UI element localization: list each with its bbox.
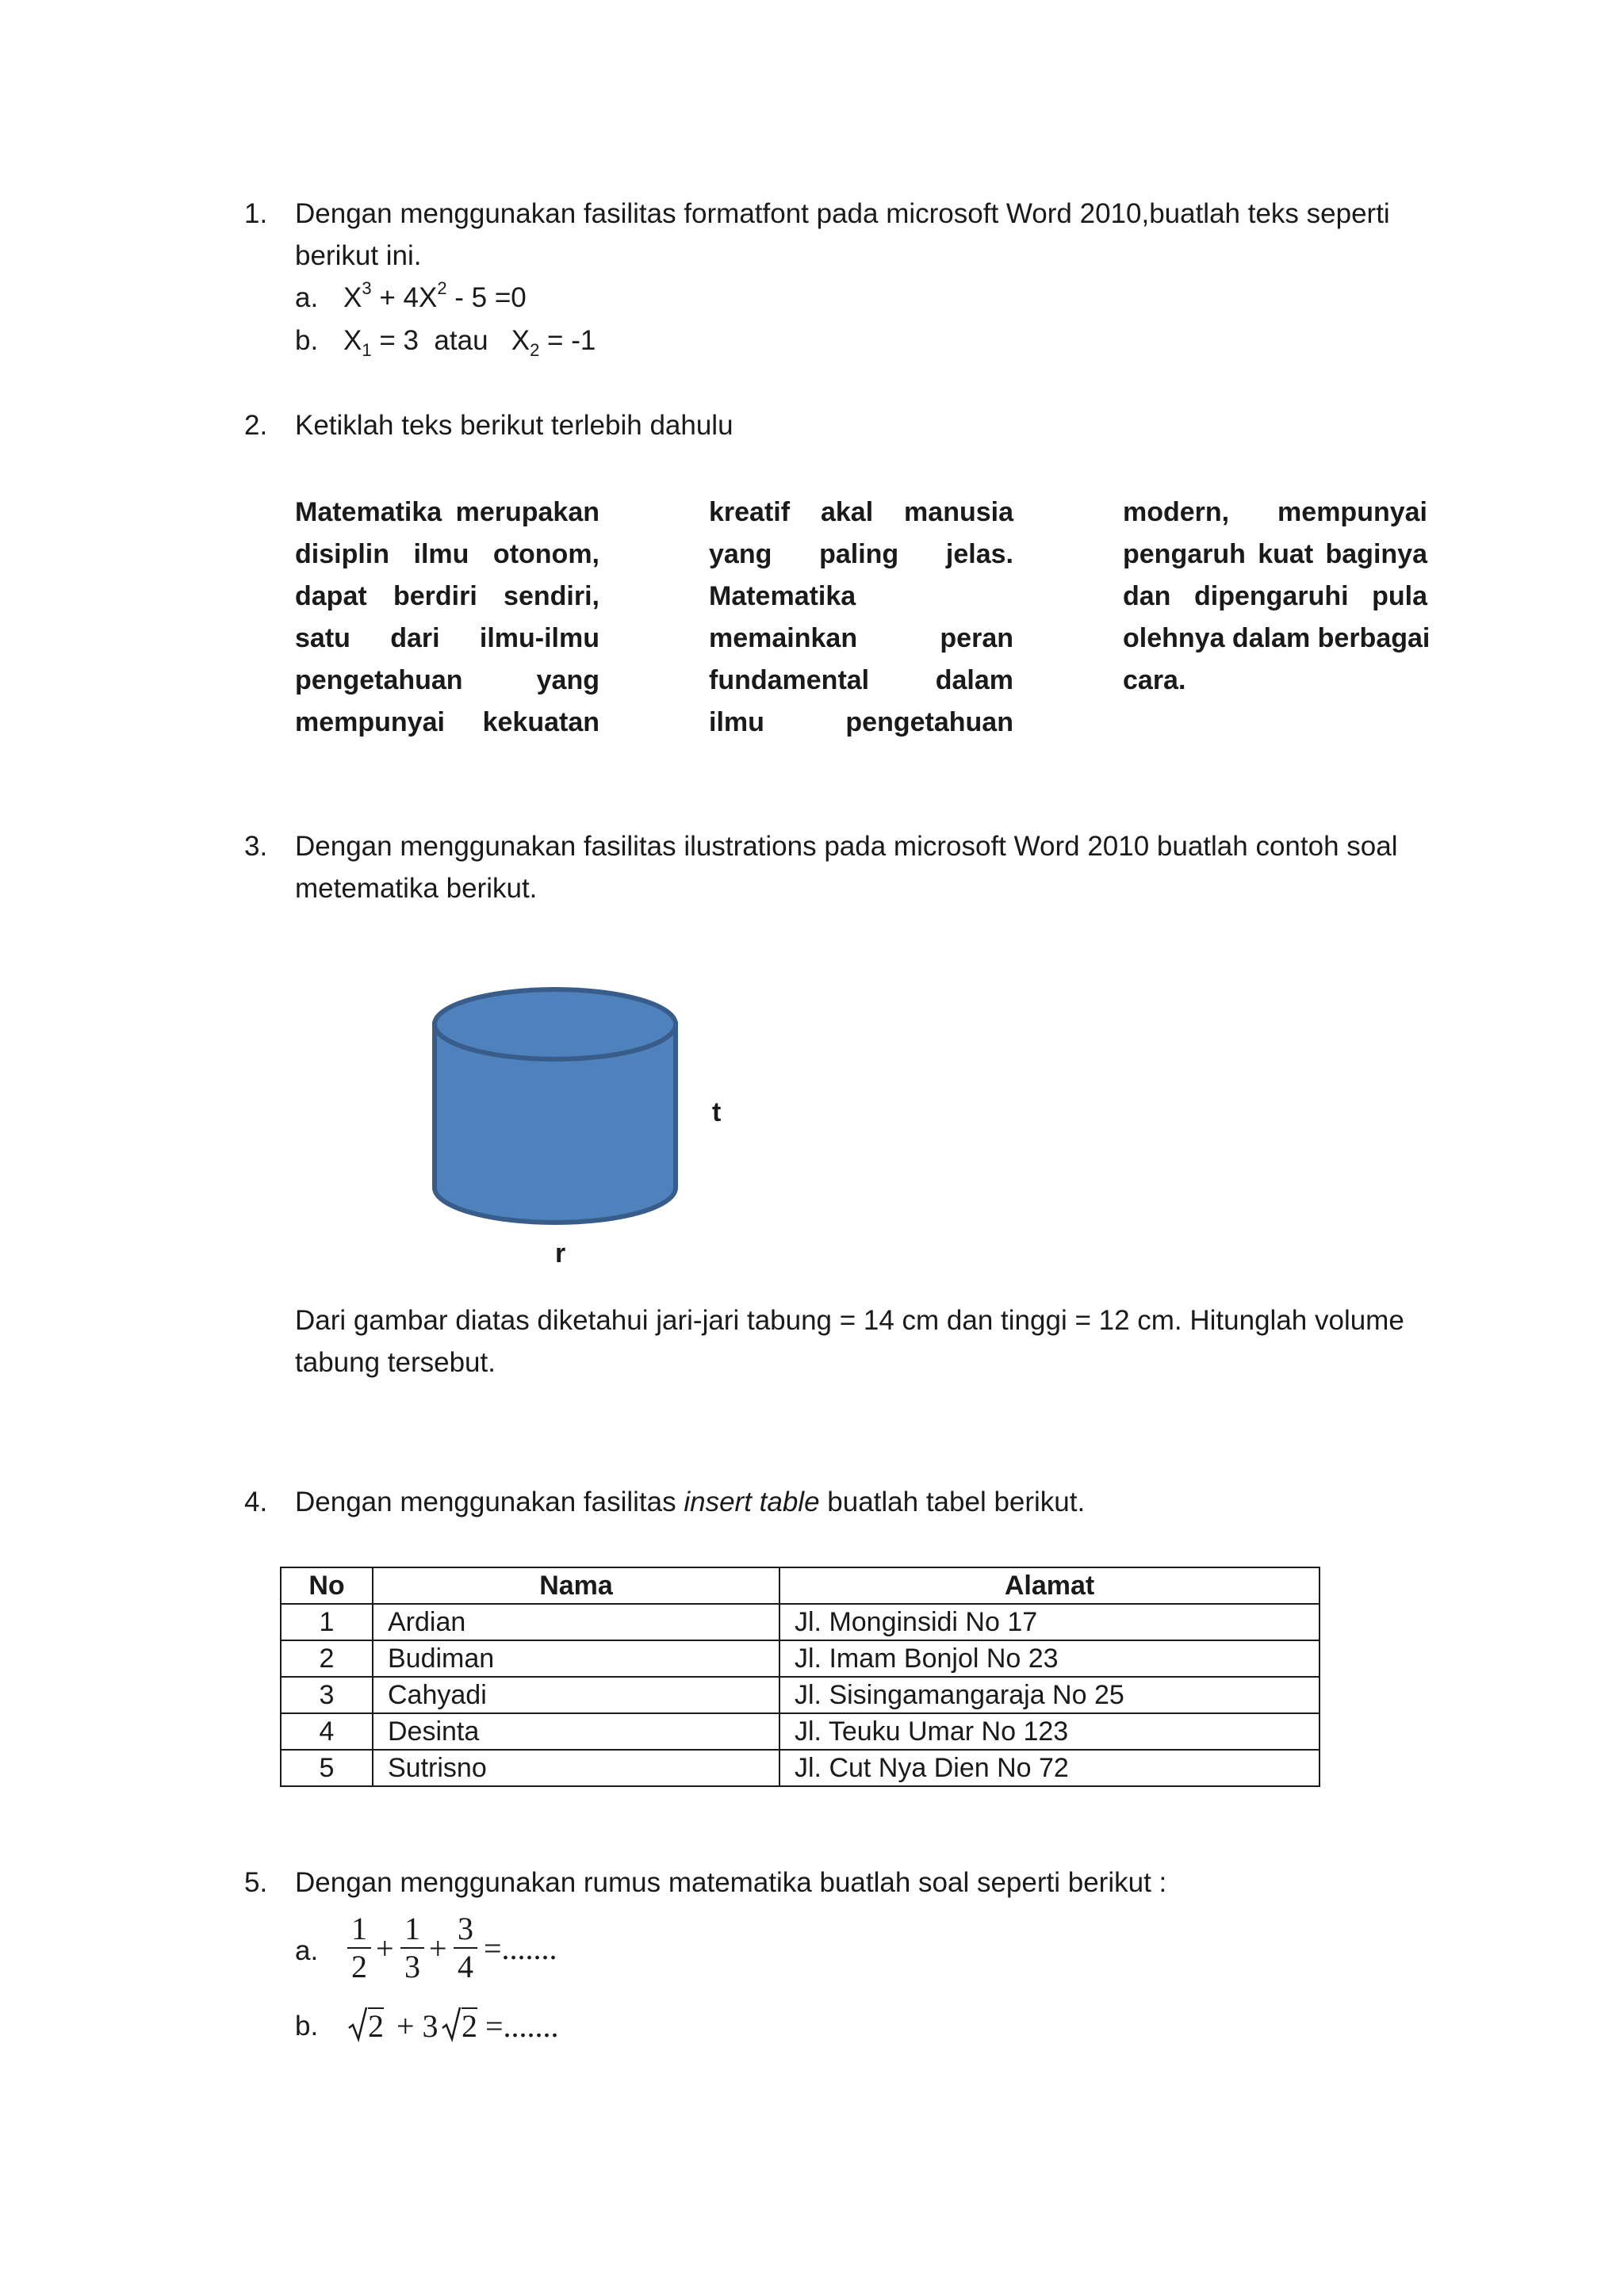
radicand-2: 2 xyxy=(462,2008,477,2044)
height-label: t xyxy=(712,1097,722,1127)
column-line: mempunyai kekuatan xyxy=(295,707,599,737)
plus-sign: + xyxy=(376,1931,394,1966)
table-header-row xyxy=(281,1567,1320,1604)
fraction-1-denominator: 2 xyxy=(347,1947,371,1985)
header-no: No xyxy=(281,1567,373,1604)
cell-nama: Desinta xyxy=(373,1713,779,1750)
equation-1a: $X^3 + 4X^2 - 5 =0$ xyxy=(343,278,527,313)
square-root-icon xyxy=(347,2006,368,2042)
cell-alamat: Jl. Sisingamangaraja No 25 xyxy=(779,1677,1320,1713)
fraction-3-numerator: 3 xyxy=(458,1911,473,1946)
cylinder-top xyxy=(435,989,676,1059)
column-line: memainkan peran xyxy=(709,623,1013,653)
header-alamat: Alamat xyxy=(779,1567,1320,1604)
cell-nama: Budiman xyxy=(373,1640,779,1677)
equation-1b: $X_1 = 3$ atau $X_2 = -1$ xyxy=(343,325,596,360)
fraction-3-denominator: 4 xyxy=(454,1947,477,1985)
table-row xyxy=(281,1677,1320,1713)
column-line: ilmu pengetahuan xyxy=(709,707,1013,737)
cell-alamat: Jl. Imam Bonjol No 23 xyxy=(779,1640,1320,1677)
plus-three: + 3 xyxy=(396,2008,439,2044)
item-1a-label: a. xyxy=(295,282,319,313)
column-line: dan dipengaruhi pula xyxy=(1123,581,1427,611)
cell-no: 4 xyxy=(281,1713,373,1750)
column-line: yang paling jelas. xyxy=(709,539,1013,569)
table-row xyxy=(281,1713,1320,1750)
cell-no: 5 xyxy=(281,1750,373,1786)
text-column-2 xyxy=(709,492,1013,744)
address-table xyxy=(280,1567,1320,1787)
question-4-text: Dengan menggunakan fasilitas insert table buatlah tabel berikut. xyxy=(295,1487,1086,1517)
question-4-number: 4. xyxy=(244,1487,268,1517)
table-row xyxy=(281,1604,1320,1640)
cell-alamat: Jl. Monginsidi No 17 xyxy=(779,1604,1320,1640)
question-3-number: 3. xyxy=(244,831,268,862)
column-line: pengetahuan yang xyxy=(295,665,599,695)
cell-nama: Cahyadi xyxy=(373,1677,779,1713)
fraction-1-numerator: 1 xyxy=(351,1911,367,1946)
table-row xyxy=(281,1750,1320,1786)
column-line: modern, mempunyai xyxy=(1123,497,1427,527)
question-1-text-line-1: Dengan menggunakan fasilitas formatfont pada microsoft Word 2010,buatlah teks seperti xyxy=(295,198,1390,229)
equals-blank-a: =....... xyxy=(484,1931,557,1966)
column-line: olehnya dalam berbagai xyxy=(1123,623,1431,653)
radicand-1: 2 xyxy=(368,2008,384,2044)
table-row xyxy=(281,1640,1320,1677)
column-line: Matematika merupakan xyxy=(295,497,599,527)
question-3-text-line-1: Dengan menggunakan fasilitas ilustrations pada microsoft Word 2010 buatlah contoh soal xyxy=(295,831,1398,862)
column-line: disiplin ilmu otonom, xyxy=(295,539,599,569)
column-line: kreatif akal manusia xyxy=(709,497,1013,527)
item-5b-label: b. xyxy=(295,2011,319,2042)
question-5-text: Dengan menggunakan rumus matematika buatlah soal seperti berikut : xyxy=(295,1867,1167,1898)
question-2-number: 2. xyxy=(244,410,268,441)
question-2-text: Ketiklah teks berikut terlebih dahulu xyxy=(295,410,733,441)
column-line: cara. xyxy=(1123,665,1186,695)
fraction-1 xyxy=(347,1911,371,1985)
cell-nama: Ardian xyxy=(373,1604,779,1640)
question-1-text-line-2: berikut ini. xyxy=(295,240,422,271)
cell-no: 2 xyxy=(281,1640,373,1677)
question-3-description-line-2: tabung tersebut. xyxy=(295,1347,496,1378)
fraction-2 xyxy=(400,1911,424,1985)
fraction-3 xyxy=(454,1911,477,1985)
cell-no: 3 xyxy=(281,1677,373,1713)
cell-nama: Sutrisno xyxy=(373,1750,779,1786)
header-nama: Nama xyxy=(373,1567,779,1604)
cell-alamat: Jl. Teuku Umar No 123 xyxy=(779,1713,1320,1750)
item-1b-label: b. xyxy=(295,325,319,356)
item-5a-label: a. xyxy=(295,1935,319,1966)
radius-label: r xyxy=(555,1238,566,1269)
cell-alamat: Jl. Cut Nya Dien No 72 xyxy=(779,1750,1320,1786)
column-line: fundamental dalam xyxy=(709,665,1013,695)
square-root-icon xyxy=(441,2006,462,2042)
plus-sign: + xyxy=(429,1931,447,1966)
question-3-text-line-2: metematika berikut. xyxy=(295,873,538,904)
fraction-2-numerator: 1 xyxy=(404,1911,420,1946)
question-3-description-line-1: Dari gambar diatas diketahui jari-jari tabung = 14 cm dan tinggi = 12 cm. Hitunglah volume xyxy=(295,1305,1404,1336)
column-line: dapat berdiri sendiri, xyxy=(295,581,599,611)
column-line: satu dari ilmu-ilmu xyxy=(295,623,599,653)
equals-blank-b: =....... xyxy=(485,2008,559,2044)
column-line: pengaruh kuat baginya xyxy=(1123,539,1427,569)
column-line: Matematika xyxy=(709,581,856,611)
cylinder-illustration xyxy=(428,983,682,1237)
fraction-2-denominator: 3 xyxy=(400,1947,424,1985)
question-5-number: 5. xyxy=(244,1867,268,1898)
question-1-number: 1. xyxy=(244,198,268,229)
cell-no: 1 xyxy=(281,1604,373,1640)
text-column-3 xyxy=(1123,492,1431,702)
text-column-1 xyxy=(295,492,599,744)
